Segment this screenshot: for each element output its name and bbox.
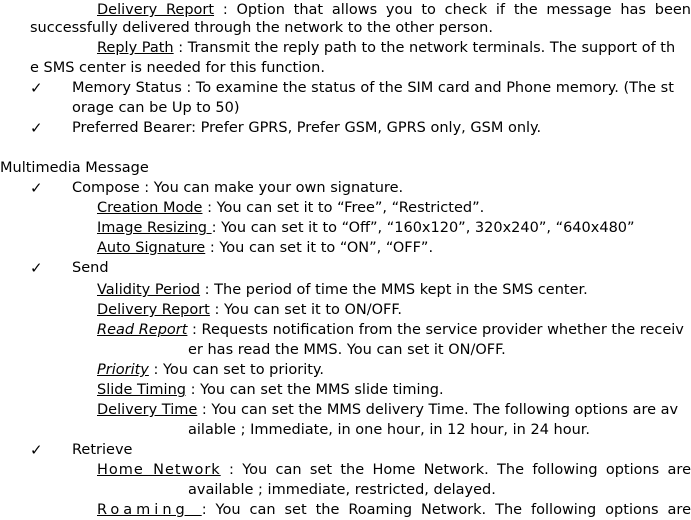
send-delivery-report <box>97 300 402 320</box>
term-roaming: Roaming <box>97 502 202 518</box>
desc-text: : The period of time the MMS kept in the SMS center. <box>200 282 588 298</box>
compose-auto-signature <box>97 238 433 258</box>
desc-text: : You can set the MMS slide timing. <box>185 382 444 398</box>
preferred-bearer: Preferred Bearer: Prefer GPRS, Prefer GSM, GPRS only, GSM only. <box>72 120 542 136</box>
compose-creation-mode <box>97 198 484 218</box>
term-auto-signature: Auto Signature <box>97 240 206 256</box>
desc-text: : Option that allows you to check if the message has been <box>214 2 691 18</box>
desc-text: : Requests notification from the service provider whether the receiv <box>187 322 684 338</box>
retrieve-roaming-line1 <box>97 500 691 520</box>
term-read-report: Read Report <box>97 322 188 338</box>
checkmark-icon: ✓ <box>30 179 43 197</box>
send-slide-timing <box>97 380 444 400</box>
desc-text: : You can set to priority. <box>148 362 325 378</box>
retrieve-home-network-line2: available ; immediate, restricted, delayed. <box>188 482 496 498</box>
sms-delivery-report-line1 <box>97 0 691 20</box>
desc-text: : Transmit the reply path to the network terminals. The support of th <box>173 40 676 56</box>
term-delivery-report: Delivery Report <box>97 2 215 18</box>
compose-image-resizing <box>97 218 635 238</box>
send-delivery-time-line1 <box>97 400 678 420</box>
sms-reply-path-line1 <box>97 38 675 58</box>
memory-status-line1: Memory Status : To examine the status of the SIM card and Phone memory. (The st <box>72 80 674 96</box>
compose-label: Compose : You can make your own signature. <box>72 180 404 196</box>
send-validity-period <box>97 280 588 300</box>
term-reply-path: Reply Path <box>97 40 174 56</box>
term-home-network: Home Network <box>97 462 221 478</box>
retrieve-label: Retrieve <box>72 442 133 458</box>
checkmark-icon: ✓ <box>30 441 43 459</box>
send-read-report-line1 <box>97 320 684 340</box>
send-delivery-time-line2: ailable ; Immediate, in one hour, in 12 hour, in 24 hour. <box>188 422 591 438</box>
term-delivery-report: Delivery Report <box>97 302 210 318</box>
desc-text: : You can set the Home Network. The following options are <box>220 462 691 478</box>
retrieve-home-network-line1 <box>97 460 691 480</box>
send-label: Send <box>72 260 109 276</box>
checkmark-icon: ✓ <box>30 119 43 137</box>
sms-reply-path-line2: e SMS center is needed for this function. <box>30 60 325 76</box>
term-creation-mode: Creation Mode <box>97 200 203 216</box>
desc-text: : You can set it to “ON”, “OFF”. <box>205 240 434 256</box>
desc-text: : You can set the MMS delivery Time. The following options are av <box>197 402 679 418</box>
checkmark-icon: ✓ <box>30 79 43 97</box>
sms-delivery-report-line2: successfully delivered through the network to the other person. <box>30 20 493 36</box>
desc-text: : You can set it to ON/OFF. <box>209 302 403 318</box>
desc-text: : You can set it to “Off”, “160x120”, 320x240”, “640x480” <box>211 220 635 236</box>
send-priority <box>97 360 324 380</box>
term-slide-timing: Slide Timing <box>97 382 186 398</box>
section-heading-mms: Multimedia Message <box>0 160 149 176</box>
desc-text: : You can set it to “Free”, “Restricted”. <box>202 200 485 216</box>
desc-text: : You can set the Roaming Network. The following options are <box>201 502 691 518</box>
term-priority: Priority <box>97 362 149 378</box>
memory-status-line2: orage can be Up to 50) <box>72 100 240 116</box>
send-read-report-line2: er has read the MMS. You can set it ON/OFF. <box>188 342 506 358</box>
term-validity-period: Validity Period <box>97 282 201 298</box>
term-delivery-time: Delivery Time <box>97 402 198 418</box>
checkmark-icon: ✓ <box>30 259 43 277</box>
term-image-resizing: Image Resizing <box>97 220 212 236</box>
